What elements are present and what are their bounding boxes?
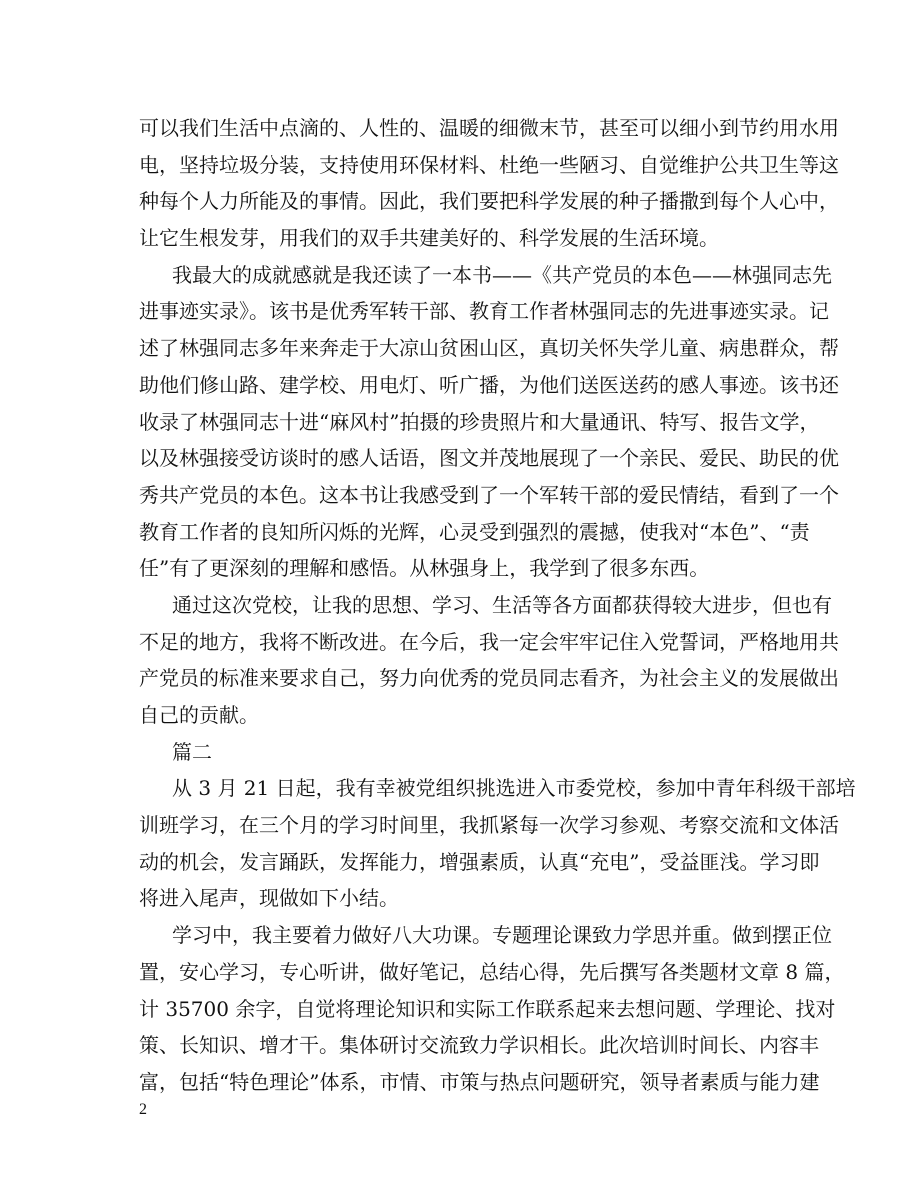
- text-line: 策、长知识、增才干。集体研讨交流致力学识相长。此次培训时间长、内容丰: [139, 1033, 819, 1058]
- text-line: 秀共产党员的本色。这本书让我感受到了一个军转干部的爱民情结，看到了一个: [139, 482, 839, 507]
- text-line: 助他们修山路、建学校、用电灯、听广播，为他们送医送药的感人事迹。该书还: [139, 372, 839, 397]
- text-line: 述了林强同志多年来奔走于大凉山贫困山区，真切关怀失学儿童、病患群众，帮: [139, 336, 839, 361]
- text-line: 进事迹实录》。该书是优秀军转干部、教育工作者林强同志的先进事迹实录。记: [139, 299, 829, 324]
- text-line: 电，坚持垃圾分装，支持使用环保材料、杜绝一些陋习、自觉维护公共卫生等这: [139, 152, 839, 177]
- text-line: 富，包括“特色理论”体系，市情、市策与热点问题研究，领导者素质与能力建: [139, 1069, 820, 1094]
- text-line: 产党员的标准来要求自己，努力向优秀的党员同志看齐，为社会主义的发展做出: [139, 666, 839, 691]
- text-line: 任”有了更深刻的理解和感悟。从林强身上，我学到了很多东西。: [139, 556, 710, 581]
- text-line: 计 35700 余字，自觉将理论知识和实际工作联系起来去想问题、学理论、找对: [139, 996, 836, 1021]
- text-line: 收录了林强同志十进“麻风村”拍摄的珍贵照片和大量通讯、特写、报告文学，: [139, 409, 820, 434]
- text-line: 以及林强接受访谈时的感人话语，图文并茂地展现了一个亲民、爱民、助民的优: [139, 446, 839, 471]
- text-line: 不足的地方，我将不断改进。在今后，我一定会牢牢记住入党誓词，严格地用共: [139, 629, 839, 654]
- text-line: 置，安心学习，专心听讲，做好笔记，总结心得，先后撰写各类题材文章 8 篇，: [139, 959, 845, 984]
- section-heading: 篇二: [172, 739, 212, 764]
- text-line: 种每个人力所能及的事情。因此，我们要把科学发展的种子播撒到每个人心中，: [139, 189, 839, 214]
- document-body: [139, 110, 856, 1101]
- text-line: 教育工作者的良知所闪烁的光辉，心灵受到强烈的震撼，使我对“本色”、“责: [139, 519, 810, 544]
- text-line: 自己的贡献。: [139, 703, 259, 727]
- paragraph-start-line: 通过这次党校，让我的思想、学习、生活等各方面都获得较大进步，但也有: [172, 592, 832, 617]
- paragraph-start-line: 学习中，我主要着力做好八大功课。专题理论课致力学思并重。做到摆正位: [172, 923, 832, 948]
- text-line: 让它生根发芽，用我们的双手共建美好的、科学发展的生活环境。: [139, 226, 719, 251]
- paragraph-start-line: 我最大的成就感就是我还读了一本书——《共产党员的本色——林强同志先: [172, 262, 832, 287]
- paragraph-start-line: 从 3 月 21 日起，我有幸被党组织挑选进入市委党校，参加中青年科级干部培: [172, 776, 856, 801]
- page-number: 2: [139, 1101, 147, 1118]
- text-line: 训班学习，在三个月的学习时间里，我抓紧每一次学习参观、考察交流和文体活: [139, 813, 839, 838]
- text-line: 动的机会，发言踊跃，发挥能力，增强素质，认真“充电”，受益匪浅。学习即: [139, 849, 820, 874]
- text-line: 将进入尾声，现做如下小结。: [139, 886, 399, 911]
- text-line: 可以我们生活中点滴的、人性的、温暖的细微末节，甚至可以细小到节约用水用: [139, 116, 839, 140]
